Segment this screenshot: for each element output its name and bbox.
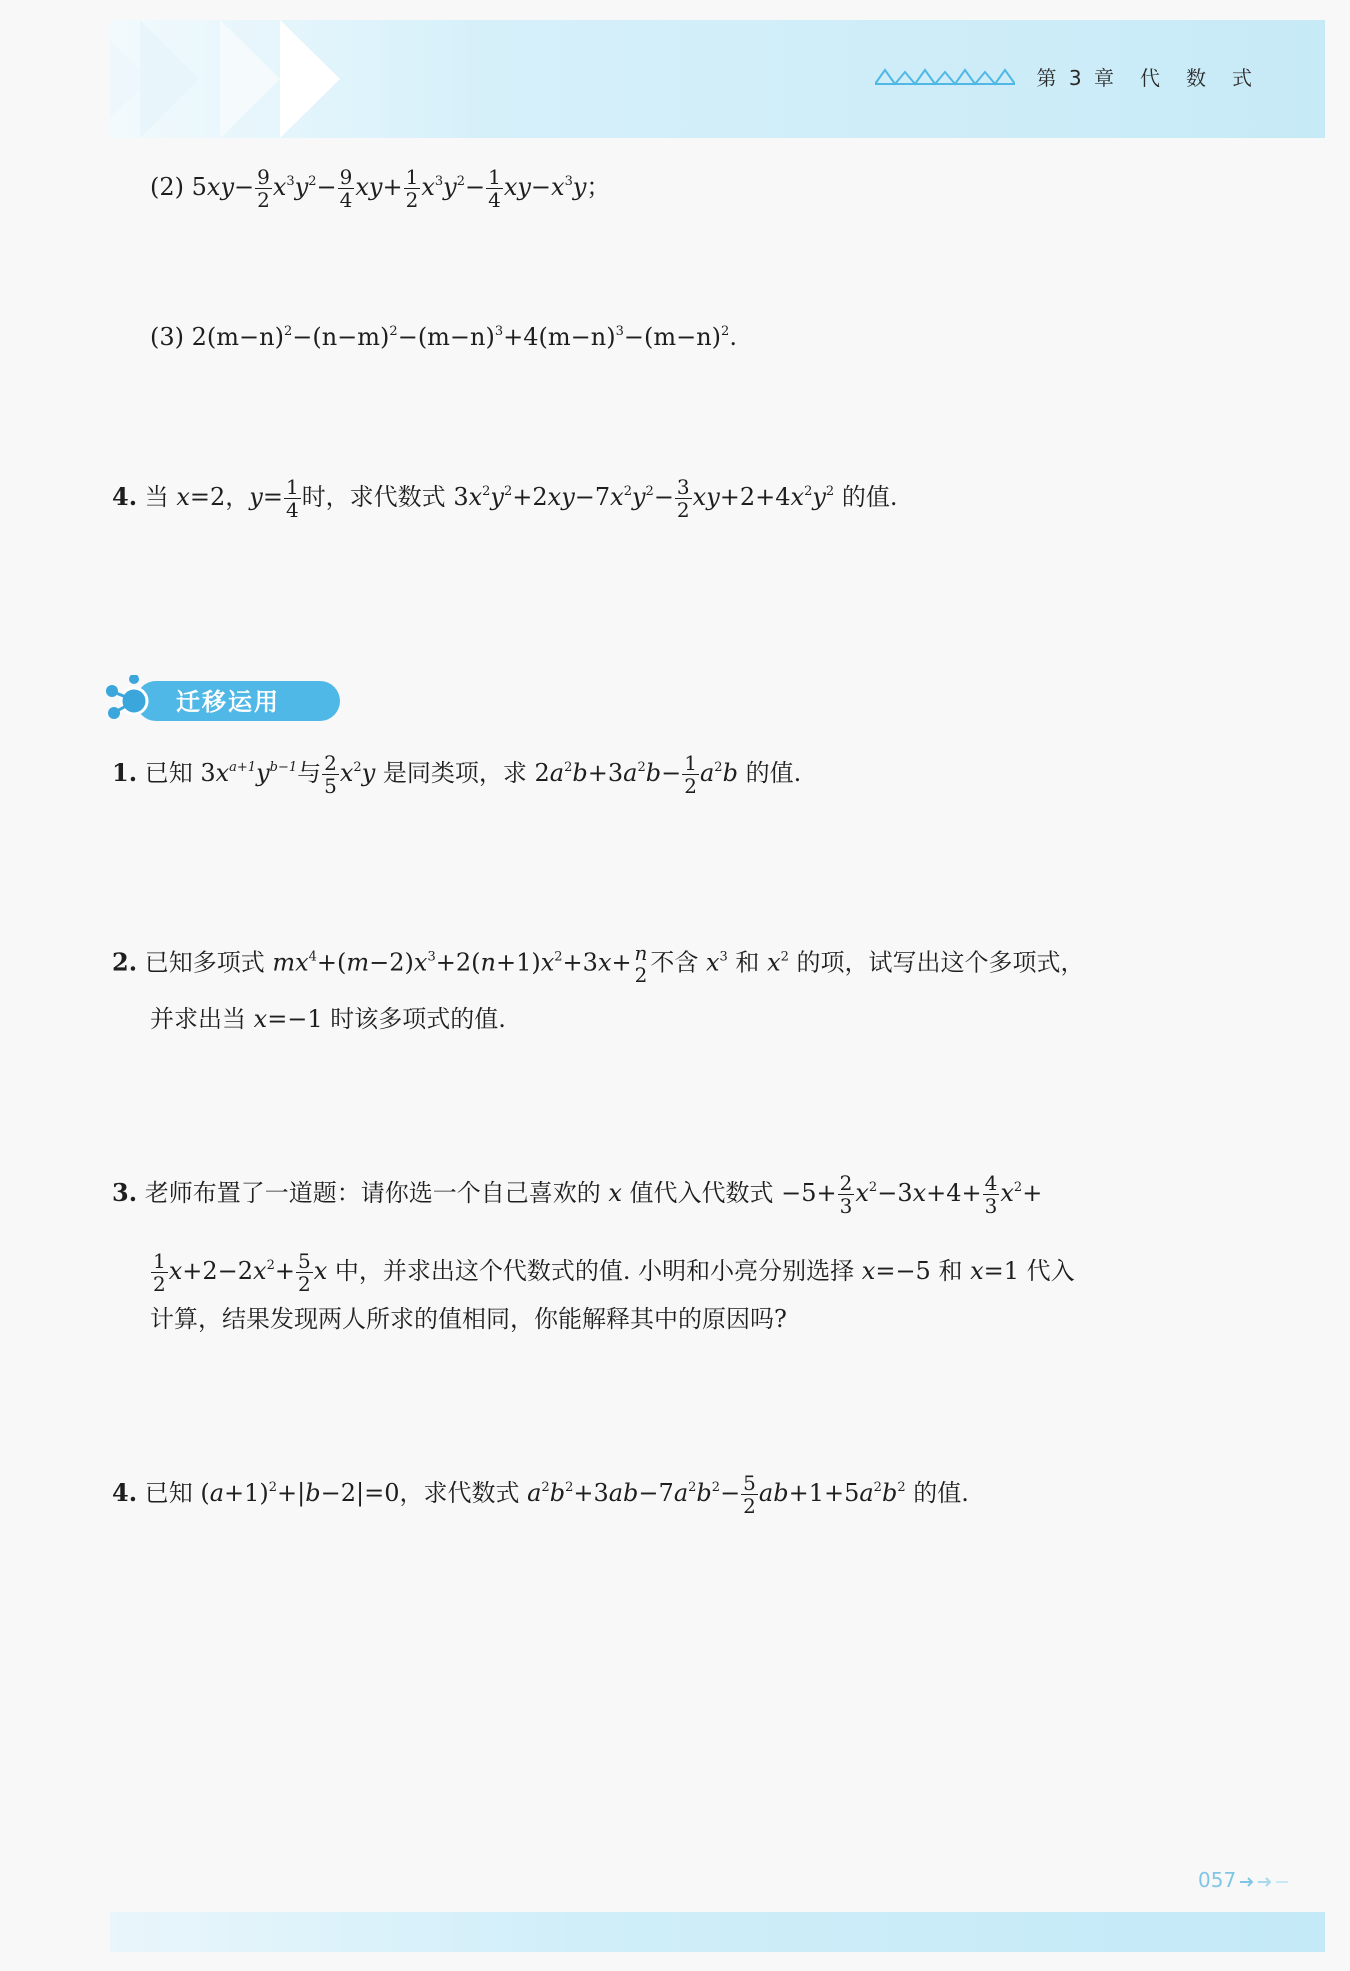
question-2-line-1: 2. 已知多项式 $mx^4+(m-2)x^3+2(n+1)x^2+3x+ n$ 2 不含 $x^3$ 和 $x^2$ 的项，试写出这个多项式，: [112, 941, 1085, 987]
question-3-line-1: 3. 老师布置了一道题：请你选一个自己喜欢的 x 值代入代数式 −5+ $\frac{2}{3}$ $x^2-3x+4+$ $\frac{4}{3}$ $x^2+$: [112, 1171, 1043, 1218]
page-number: 057: [1198, 1868, 1237, 1892]
problem-2-part-2: (2) 5xy− $\frac{9}{2}$ $x^3y^2-$ $\frac{9}{4}$ xy+ $\frac{1}{2}$ $x^3y^2-$ $\frac{1}{4}$ $xy-x^3y$；: [150, 165, 611, 212]
question-2-line-2: 并求出当 x=−1 时该多项式的值.: [150, 1005, 506, 1033]
mountain-decor-icon: [875, 66, 1015, 86]
problem-2-part-3: (3) $2(m-n)^2-(n-m)^2-(m-n)^3+4(m-n)^3-(m-n)^2$.: [150, 323, 737, 351]
fraction: $\frac{1}{4}$: [488, 165, 501, 212]
question-1: 1. 已知 $3x^{a+1}y^{b-1}$与 $\frac{2}{5}$ $x^2y$ 是同类项，求 $2a^2b+3a^2b-$ $\frac{1}{2}$ $a^2b$ 的值.: [112, 751, 802, 798]
footer-band: [110, 1912, 1325, 1952]
arrow-right-icon: [1240, 1876, 1290, 1888]
fraction: $\frac{9}{4}$: [339, 165, 353, 212]
chevron-decor-2: [140, 20, 200, 138]
section-badge: [104, 675, 344, 727]
problem-4: 4. 当 x=2，y= $\frac{1}{4}$ 时，求代数式 $3x^2y^2+2xy-7x^2y^2-$ $\frac{3}{2}$ $xy+2+4x^2y^2$ 的值.: [112, 475, 898, 522]
fraction: $\frac{1}{4}$: [285, 475, 299, 522]
chevron-decor-3: [220, 20, 280, 138]
chapter-title: 第 3 章 代 数 式: [1036, 66, 1255, 90]
fraction: $\frac{2}{3}$: [839, 1171, 853, 1218]
fraction: $\frac{1}{2}$: [405, 165, 419, 212]
question-3-line-3: 计算，结果发现两人所求的值相同，你能解释其中的原因吗?: [150, 1305, 787, 1333]
fraction: $\frac{5}{2}$: [297, 1249, 311, 1296]
question-4: 4. 已知 $(a+1)^2+|b-2|=0$，求代数式 $a^2b^2+3ab-7a^2b^2-$ $\frac{5}{2}$ $ab+1+5a^2b^2$ 的值.: [112, 1471, 969, 1518]
section-title: 迁移运用: [176, 688, 280, 716]
fraction: $\frac{4}{3}$: [984, 1171, 998, 1218]
fraction: $\frac{1}{2}$: [684, 751, 697, 798]
fraction: $\frac{1}{2}$: [153, 1249, 166, 1296]
question-3-line-2: $\frac{1}{2}$ $x+2-2x^2+$ $\frac{5}{2}$ x 中，并求出这个代数式的值. 小明和小亮分别选择 x=−5 和 x=1 代入: [153, 1249, 1075, 1296]
fraction: $\frac{3}{2}$: [676, 475, 690, 522]
chevron-decor-4: [280, 20, 340, 138]
fraction: $\frac{9}{2}$: [257, 165, 270, 212]
fraction: $\frac{5}{2}$: [743, 1471, 756, 1518]
fraction: n 2: [634, 941, 648, 987]
molecule-icon: [106, 675, 147, 719]
fraction: $\frac{2}{5}$: [324, 751, 337, 798]
